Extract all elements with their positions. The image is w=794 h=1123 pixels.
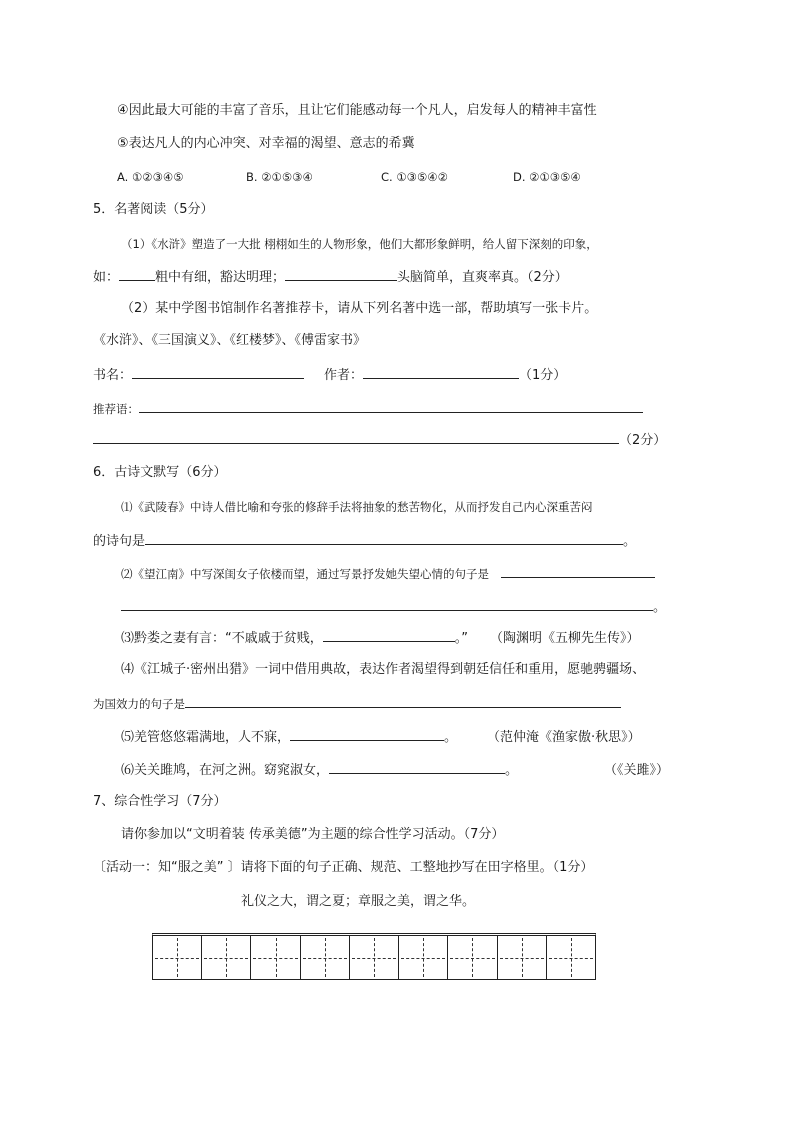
- grid-cell[interactable]: [349, 936, 398, 979]
- book-name-blank[interactable]: [132, 365, 304, 379]
- sentence-3: [121, 628, 640, 648]
- sentence-3-source: （陶渊明《五柳先生传》）: [490, 631, 640, 646]
- option-c[interactable]: C. ①③⑤④②: [381, 170, 448, 184]
- grid-cell[interactable]: [300, 936, 349, 979]
- sentence-5: [121, 727, 641, 747]
- sentence-2-blank-2[interactable]: [121, 597, 653, 611]
- question-5-part1-line2: [93, 267, 568, 287]
- grid-cell[interactable]: [497, 936, 546, 979]
- grid-cell[interactable]: [447, 936, 496, 979]
- question-6-heading: 6．古诗文默写（6分）: [93, 465, 227, 480]
- sentence-2-line-2: [121, 597, 666, 617]
- question-7-intro: 请你参加以“文明着装 传承美德”为主题的综合性学习活动。（7分）: [121, 827, 505, 842]
- sentence-4-blank[interactable]: [185, 694, 621, 708]
- recommend-score: （2分）: [619, 433, 667, 448]
- period: 。: [623, 534, 637, 549]
- recommend-blank-2[interactable]: [93, 430, 619, 444]
- sentence-6-blank[interactable]: [329, 760, 505, 774]
- question-5-heading: 5．名著阅读（5分）: [93, 202, 214, 217]
- question-5-part1-line1: （1）《水浒》塑造了一大批 栩栩如生的人物形象，他们大都形象鲜明，给人留下深刻的印象，: [121, 237, 598, 251]
- trait-1: 粗中有细，豁达明理；: [155, 270, 286, 285]
- sentence-3-blank[interactable]: [323, 628, 455, 642]
- sentence-1-line-1: ⑴《武陵春》中诗人借比喻和夸张的修辞手法将抽象的愁苦物化，从而抒发自己内心深重苦闷: [121, 500, 593, 514]
- answer-blank-1[interactable]: [119, 267, 155, 281]
- label-example: 如：: [93, 270, 120, 285]
- option-d[interactable]: D. ②①③⑤④: [513, 170, 581, 184]
- recommend-label: 推荐语：: [93, 402, 139, 416]
- answer-blank-2[interactable]: [285, 267, 397, 281]
- activity-1-instruction: 〔活动一：知“服之美” 〕请将下面的句子正确、规范、工整地抄写在田字格里。（1分）: [93, 860, 594, 875]
- sentence-4-prefix: 为国效力的句子是: [93, 697, 185, 711]
- sentence-2-blank-1[interactable]: [501, 564, 655, 578]
- sentence-4-line-2: [93, 694, 621, 713]
- sentence-5-source: （范仲淹《渔家傲·秋思》）: [487, 730, 641, 745]
- sentence-2-prompt: ⑵《望江南》中写深闺女子依楼而望，通过写景抒发她失望心情的句子是: [121, 567, 489, 581]
- sentence-6-source: （《关雎》）: [604, 763, 670, 778]
- sentence-5-blank[interactable]: [290, 727, 444, 741]
- grid-cell[interactable]: [201, 936, 250, 979]
- trait-2: 头脑简单，直爽率真。（2分）: [397, 270, 568, 285]
- grid-cell[interactable]: [250, 936, 299, 979]
- grid-cell[interactable]: [398, 936, 447, 979]
- sentence-1-line-2: [93, 531, 636, 551]
- card-row: [93, 365, 566, 385]
- recommend-row-2: [93, 430, 666, 450]
- sentence-3-close: 。”: [454, 631, 468, 646]
- copy-sentence: 礼仪之大，谓之夏；章服之美，谓之华。: [241, 894, 476, 909]
- card-score: （1分）: [519, 368, 567, 383]
- option-a[interactable]: A. ①②③④⑤: [117, 170, 184, 184]
- sentence-3-text: ⑶黔娄之妻有言：“不戚戚于贫贱，: [121, 631, 323, 646]
- sentence-6-text: ⑹关关雎鸠，在河之洲。窈窕淑女，: [121, 763, 330, 778]
- period: 。: [444, 730, 458, 745]
- period: 。: [653, 600, 667, 615]
- author-label: 作者：: [324, 368, 364, 383]
- sentence-2-line-1: [121, 564, 655, 583]
- question-4-item-4: ④因此最大可能的丰富了音乐，且让它们能感动每一个凡人，启发每人的精神丰富性: [117, 103, 597, 118]
- recommend-blank-1[interactable]: [139, 399, 643, 413]
- author-blank[interactable]: [363, 365, 519, 379]
- sentence-1-blank[interactable]: [145, 531, 623, 545]
- period: 。: [505, 763, 519, 778]
- grid-cell[interactable]: [153, 936, 201, 979]
- book-list: 《水浒》、《三国演义》、《红楼梦》、《傅雷家书》: [93, 333, 367, 348]
- sentence-1-prefix: 的诗句是: [93, 534, 146, 549]
- question-4-item-5: ⑤表达凡人的内心冲突、对幸福的渴望、意志的希冀: [117, 136, 415, 151]
- tianzige-grid[interactable]: [152, 933, 596, 980]
- book-name-label: 书名：: [93, 368, 133, 383]
- question-5-part2: （2）某中学图书馆制作名著推荐卡，请从下列名著中选一部，帮助填写一张卡片。: [121, 301, 598, 316]
- grid-cell[interactable]: [546, 936, 595, 979]
- question-7-heading: 7、综合性学习（7分）: [93, 794, 227, 809]
- sentence-4-line-1: ⑷《江城子·密州出猎》一词中借用典故，表达作者渴望得到朝廷信任和重用，愿驰骋疆场、: [121, 662, 646, 677]
- option-b[interactable]: B. ②①⑤③④: [246, 170, 313, 184]
- recommend-row-1: [93, 399, 643, 419]
- sentence-5-text: ⑸羌管悠悠霜满地，人不寐，: [121, 730, 291, 745]
- sentence-6: [121, 760, 669, 780]
